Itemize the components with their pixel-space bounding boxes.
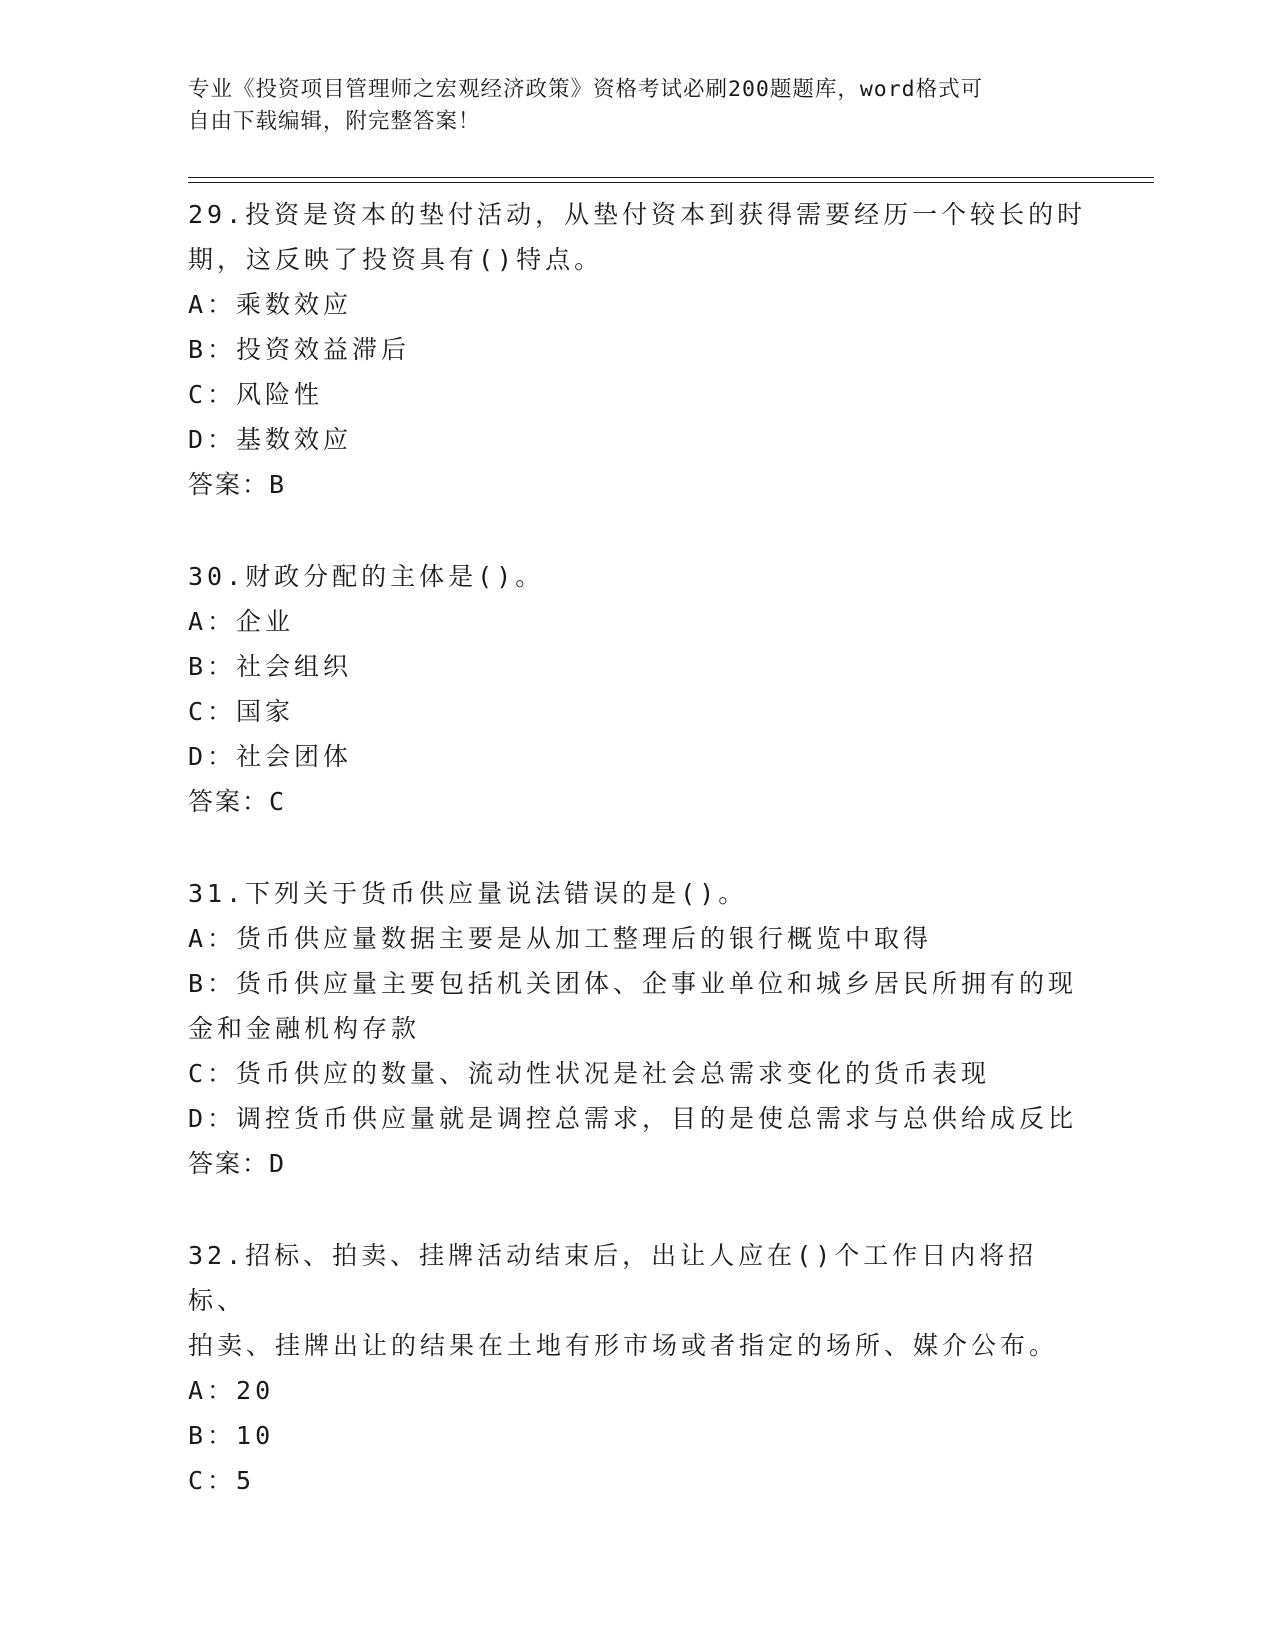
question-text-line: 拍卖、挂牌出让的结果在土地有形市场或者指定的场所、媒介公布。: [188, 1331, 1059, 1360]
option-a: A：货币供应量数据主要是从加工整理后的银行概览中取得: [188, 924, 933, 953]
question-30: [188, 554, 1088, 825]
option-b-continued: 金和金融机构存款: [188, 1014, 421, 1043]
question-text-line: 期，这反映了投资具有()特点。: [188, 245, 604, 274]
header-divider-top: [188, 177, 1154, 178]
document-header: [188, 74, 1068, 138]
option-a: A：20: [188, 1376, 275, 1405]
question-text-line: 32.招标、拍卖、挂牌活动结束后，出让人应在()个工作日内将招标、: [188, 1241, 1038, 1315]
question-list: [188, 192, 1088, 1549]
option-b: B：货币供应量主要包括机关团体、企事业单位和城乡居民所拥有的现: [188, 969, 1078, 998]
question-text-line: 30.财政分配的主体是()。: [188, 562, 545, 591]
answer: 答案：B: [188, 470, 287, 499]
question-text-line: 29.投资是资本的垫付活动，从垫付资本到获得需要经历一个较长的时: [188, 200, 1087, 229]
header-divider-bottom: [188, 182, 1154, 183]
option-d: D：社会团体: [188, 742, 353, 771]
option-c: C：5: [188, 1466, 256, 1495]
header-line-1: 专业《投资项目管理师之宏观经济政策》资格考试必刷200题题库，word格式可: [188, 77, 984, 102]
option-b: B：10: [188, 1421, 275, 1450]
header-line-2: 自由下载编辑，附完整答案！: [188, 109, 481, 134]
option-d: D：调控货币供应量就是调控总需求，目的是使总需求与总供给成反比: [188, 1104, 1078, 1133]
option-d: D：基数效应: [188, 425, 353, 454]
option-b: B：社会组织: [188, 652, 353, 681]
question-32: [188, 1233, 1088, 1503]
option-a: A：乘数效应: [188, 290, 353, 319]
option-c: C：国家: [188, 697, 295, 726]
question-text-line: 31.下列关于货币供应量说法错误的是()。: [188, 879, 748, 908]
option-b: B：投资效益滞后: [188, 335, 411, 364]
option-c: C：风险性: [188, 380, 324, 409]
answer: 答案：D: [188, 1149, 287, 1178]
question-29: [188, 192, 1088, 508]
answer: 答案：C: [188, 787, 287, 816]
option-c: C：货币供应的数量、流动性状况是社会总需求变化的货币表现: [188, 1059, 991, 1088]
question-31: [188, 871, 1088, 1187]
option-a: A：企业: [188, 607, 295, 636]
